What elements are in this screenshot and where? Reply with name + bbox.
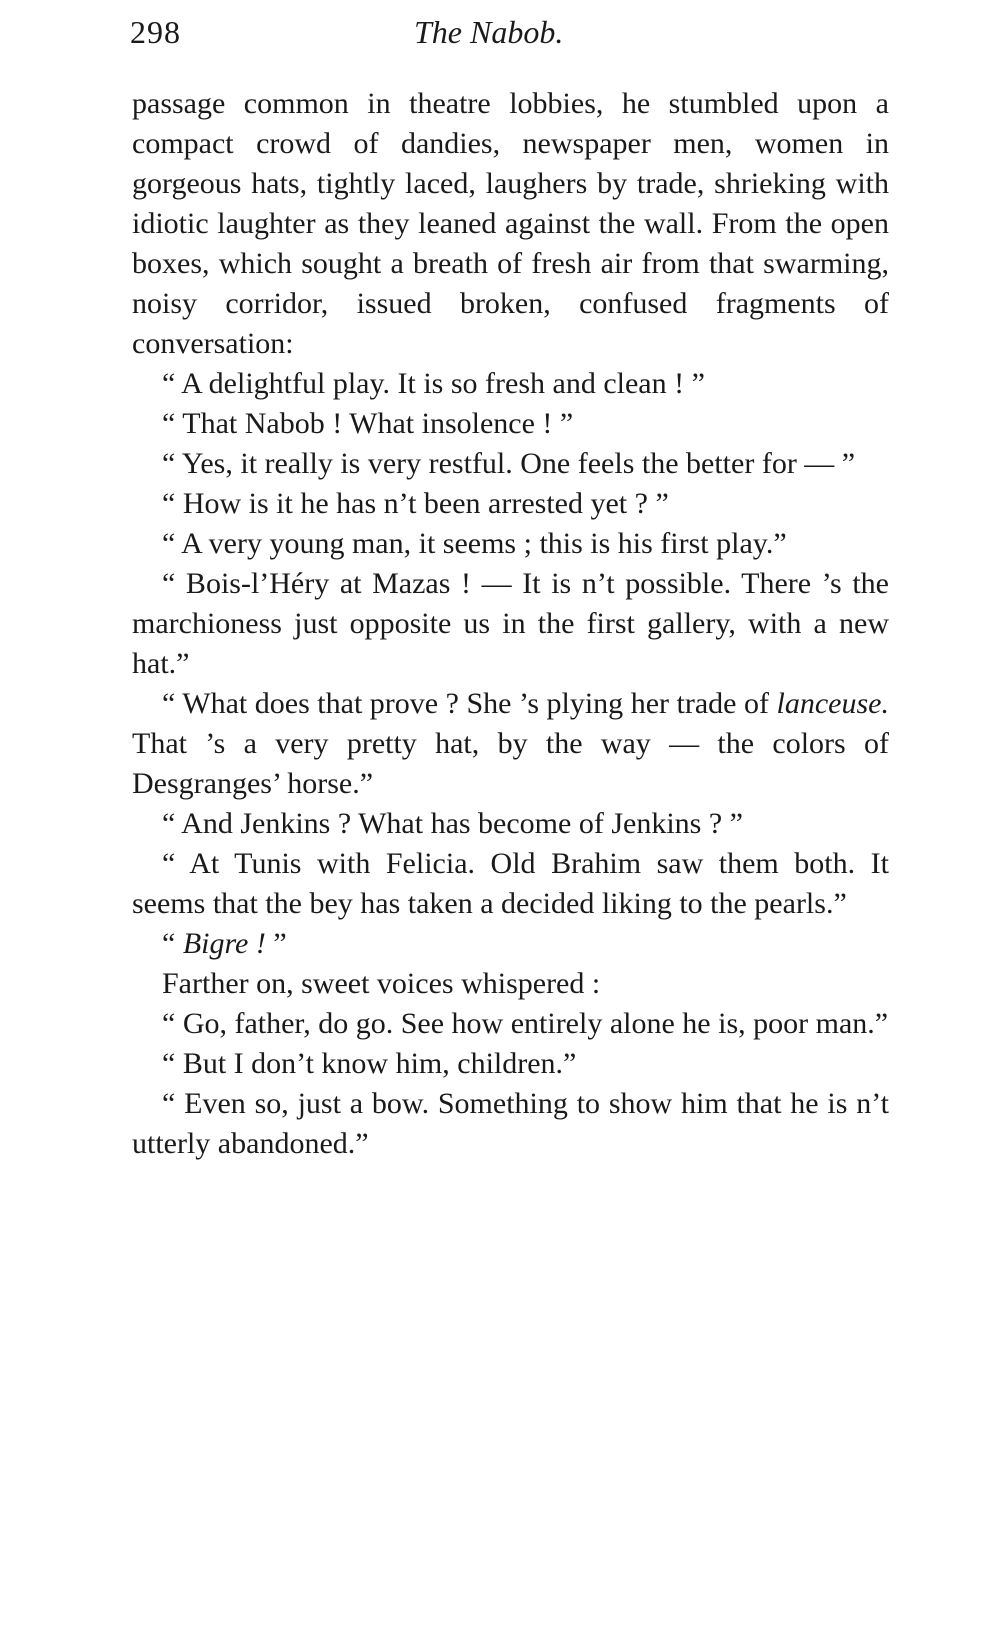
paragraph-dialogue: “ Even so, just a bow. Something to show him that he is n’t utterly abandoned.” [132,1087,889,1160]
paragraph-dialogue: “ A very young man, it seems ; this is his first play.” [162,527,787,560]
paragraph-dialogue: “ How is it he has n’t been arrested yet ? ” [162,487,669,520]
paragraph-dialogue [132,924,889,964]
italic-word: lanceuse. [776,687,889,720]
paragraph-dialogue: “ Yes, it really is very restful. One feels the better for — ” [162,447,856,480]
paragraph-dialogue: “ But I don’t know him, children.” [162,1047,577,1080]
text-run: “ What does that prove ? She ’s plying her trade of [162,687,777,720]
text-run: “ [162,927,183,960]
paragraph-narration: Farther on, sweet voices whispered : [162,967,601,1000]
page-number: 298 [130,14,181,50]
body-text [132,84,889,1164]
text-run: That ’s a very pretty hat, by the way — the colors of Desgranges’ horse.” [132,727,889,800]
paragraph-narration: passage common in theatre lobbies, he stumbled upon a compact crowd of dandies, newspaper men, women in gorgeous hats, tightly laced, laughers by trade, shrieking with idiotic laughter as they leaned against the wall. From the open boxes, which sought a breath of fresh air from that swarming, noisy corridor, issued broken, confused fragments of conversation: [132,87,889,360]
running-title: The Nabob. [414,14,564,50]
paragraph-dialogue: “ Bois-l’Héry at Mazas ! — It is n’t possible. There ’s the marchioness just opposite us in the first gallery, with a new hat.” [132,567,889,680]
text-run: ” [265,927,287,960]
paragraph-dialogue: “ Go, father, do go. See how entirely alone he is, poor man.” [162,1007,889,1040]
paragraph-dialogue: “ And Jenkins ? What has become of Jenkins ? ” [162,807,743,840]
paragraph-dialogue: “ A delightful play. It is so fresh and clean ! ” [162,367,705,400]
paragraph-dialogue: “ At Tunis with Felicia. Old Brahim saw them both. It seems that the bey has taken a decided liking to the pearls.” [132,847,889,920]
paragraph-dialogue: “ That Nabob ! What insolence ! ” [162,407,574,440]
page-header [130,14,890,64]
italic-word: Bigre ! [182,927,266,960]
paragraph-dialogue [132,684,889,804]
